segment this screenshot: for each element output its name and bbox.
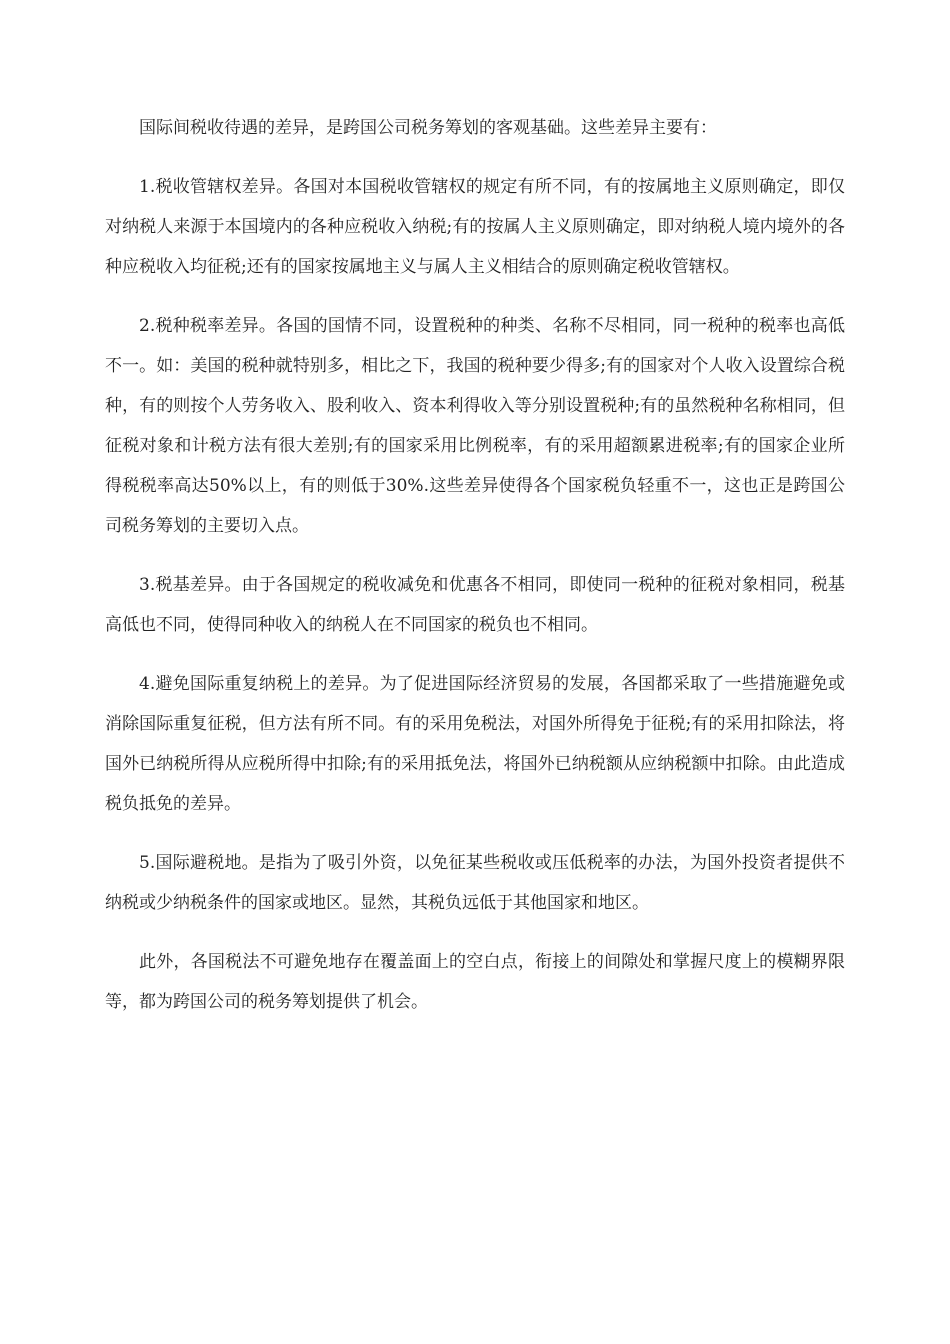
paragraph-tax-haven: 5.国际避税地。是指为了吸引外资，以免征某些税收或压低税率的办法，为国外投资者提供不纳税或少纳税条件的国家或地区。显然，其税负远低于其他国家和地区。 bbox=[105, 853, 845, 913]
paragraph-double-taxation: 4.避免国际重复纳税上的差异。为了促进国际经济贸易的发展，各国都采取了一些措施避免或消除国际重复征税，但方法有所不同。有的采用免税法，对国外所得免于征税;有的采用扣除法，将国外已纳税所得从应税所得中扣除;有的采用抵免法，将国外已纳税额从应纳税额中扣除。由此造成税负抵免的差异。 bbox=[105, 674, 845, 814]
intro-paragraph: 国际间税收待遇的差异，是跨国公司税务筹划的客观基础。这些差异主要有： bbox=[139, 118, 717, 138]
document-body bbox=[105, 108, 845, 1041]
paragraph-tax-type-rate: 2.税种税率差异。各国的国情不同，设置税种的种类、名称不尽相同，同一税种的税率也高低不一。如：美国的税种就特别多，相比之下，我国的税种要少得多;有的国家对个人收入设置综合税种，有的则按个人劳务收入、股利收入、资本利得收入等分别设置税种;有的虽然税种名称相同，但征税对象和计税方法有很大差别;有的国家采用比例税率，有的采用超额累进税率;有的国家企业所得税税率高达50%以上，有的则低于30%.这些差异使得各个国家税负轻重不一，这也正是跨国公司税务筹划的主要切入点。 bbox=[105, 316, 845, 536]
paragraph-tax-base: 3.税基差异。由于各国规定的税收减免和优惠各不相同，即使同一税种的征税对象相同，税基高低也不同，使得同种收入的纳税人在不同国家的税负也不相同。 bbox=[105, 575, 845, 635]
paragraph-tax-jurisdiction: 1.税收管辖权差异。各国对本国税收管辖权的规定有所不同，有的按属地主义原则确定，即仅对纳税人来源于本国境内的各种应税收入纳税;有的按属人主义原则确定，即对纳税人境内境外的各种应税收入均征税;还有的国家按属地主义与属人主义相结合的原则确定税收管辖权。 bbox=[105, 177, 845, 277]
closing-paragraph: 此外，各国税法不可避免地存在覆盖面上的空白点，衔接上的间隙处和掌握尺度上的模糊界限等，都为跨国公司的税务筹划提供了机会。 bbox=[105, 952, 845, 1012]
